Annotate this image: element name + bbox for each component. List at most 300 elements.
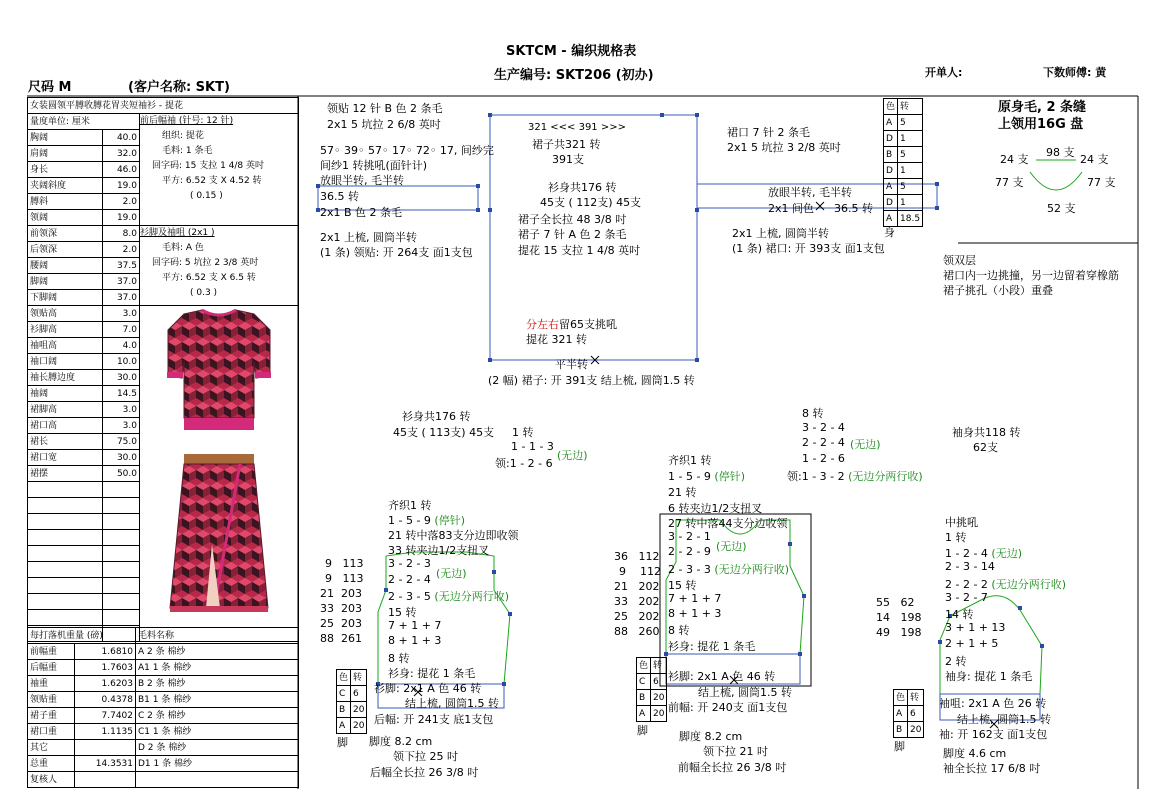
node [695, 113, 699, 117]
spec-label: 肩阔 [28, 146, 103, 162]
body-yarn-count: 52 支 [1047, 202, 1076, 215]
front-line: 8 转 [668, 624, 690, 637]
back-line [388, 588, 509, 604]
spec-value: 14.5 [102, 386, 139, 402]
front-line [787, 468, 923, 484]
front-gauge-line: ( 0.15 ) [190, 191, 223, 201]
sleeve-step: 2 - 2 - 2 [945, 578, 992, 591]
sleeve-line [945, 576, 1066, 592]
collar-line: 36.5 转 [320, 190, 359, 203]
skirt-line: 提花 321 转 [526, 333, 587, 346]
spec-value: 3.0 [102, 306, 139, 322]
back-foot: 脚 [337, 736, 348, 749]
front-step-green: (无边分两行收) [714, 563, 790, 576]
spec-value: 19.0 [102, 210, 139, 226]
node [938, 640, 942, 644]
back-line: 1 转 [512, 426, 534, 439]
skirt-line: 平半转 [555, 358, 588, 371]
back-line: 15 转 [388, 606, 417, 619]
back-line: 1 - 1 - 3 [511, 440, 554, 453]
back-line: 结上梳, 圆筒1.5 转 [405, 697, 499, 710]
front-line: 3 - 2 - 4 [802, 421, 845, 434]
sleeve-line: 2 - 3 - 14 [945, 560, 995, 573]
sleeve-step-green: (无边分两行收) [991, 578, 1067, 591]
skirt-line: 提花 15 支拉 1 4/8 英吋 [518, 244, 641, 257]
sleeve-step: 1 - 2 - 4 [945, 547, 992, 560]
color-head: 转 [651, 658, 667, 674]
node [476, 184, 480, 188]
collar-line: 2x1 B 色 2 条毛 [320, 206, 403, 219]
front-line: 7 + 1 + 7 [668, 592, 722, 605]
sleeve-line: 62支 [973, 441, 998, 454]
node [935, 182, 939, 186]
skirt-line: 裙子 7 针 A 色 2 条毛 [518, 228, 627, 241]
sleeve-line: 1 转 [945, 531, 967, 544]
hem-gauge-line: 平方: 6.52 支 X 6.5 转 [162, 273, 256, 283]
color-rows: 5 [898, 115, 923, 131]
color-rows: 5 [898, 179, 923, 195]
yarn-entry: A1 1 条 棉纱 [136, 660, 299, 676]
weight-value: 1.6810 [74, 644, 135, 660]
weight-label: 裙口重 [28, 724, 75, 740]
skirt-line: 321 <<< 391 >>> [528, 122, 626, 133]
front-line: 领下拉 21 吋 [703, 745, 768, 758]
spec-value: 10.0 [102, 354, 139, 370]
color-code: C [337, 686, 351, 702]
num-b: 198 [900, 626, 922, 639]
front-line: 2 - 2 - 4 [802, 436, 845, 449]
color-rows: 20 [651, 690, 667, 706]
spec-label: 身长 [28, 162, 103, 178]
collar-line: 放眼半转, 毛半转 [320, 174, 404, 187]
spec-label: 膊斜 [28, 194, 103, 210]
color-code: C [637, 674, 651, 690]
spec-label: 裙脚高 [28, 402, 103, 418]
spec-value: 37.0 [102, 274, 139, 290]
skirt-line: 45支 ( 112支) 45支 [540, 196, 642, 209]
spec-value: 40.0 [102, 130, 139, 146]
back-line: 21 转中落83支分边即收领 [388, 529, 519, 542]
num-a: 14 [876, 611, 890, 624]
skirt-mouth-line: 2x1 5 坑拉 3 2/8 英吋 [727, 141, 841, 154]
color-code: B [337, 702, 351, 718]
back-step-green: (无边分两行收) [434, 590, 510, 603]
spec-label: 裙口宽 [28, 450, 103, 466]
spec-label: 脚阔 [28, 274, 103, 290]
skirt-mouth-line: 2x1 间色 [768, 202, 815, 215]
skirt-mouth-line: 放眼半转, 毛半转 [768, 186, 852, 199]
back-line-green: (无边) [557, 449, 588, 462]
yarn-entry: B 2 条 棉纱 [136, 676, 299, 692]
hem-gauge-title: 衫脚及袖咀 (2x1 ) [140, 228, 215, 238]
yarn-entry: B1 1 条 棉纱 [136, 692, 299, 708]
back-num-row [325, 572, 364, 585]
yarn-title: 毛料名称 [136, 628, 299, 644]
spec-unit: 量度单位: 厘米 [28, 114, 140, 130]
spec-label: 裙口高 [28, 418, 103, 434]
back-line: 衫脚: 2x1 A 色 46 转 [374, 682, 482, 695]
body-yarn-line: 原身毛, 2 条缝 [998, 100, 1087, 115]
skirt-line: 裙子共321 转 [532, 138, 601, 151]
body-yarn-count: 77 支 [995, 176, 1024, 189]
spec-label: 裙摆 [28, 466, 103, 482]
sleeve-line [945, 545, 1022, 561]
skirt-mouth-line: (1 条) 裙口: 开 393支 面1支包 [732, 242, 885, 255]
sleeve-line: 2 + 1 + 5 [945, 637, 999, 650]
color-rows: 20 [351, 702, 367, 718]
num-a: 9 [325, 572, 332, 585]
spec-value: 3.0 [102, 402, 139, 418]
sleeve-foot: 脚 [894, 740, 905, 753]
front-gauge-line: 毛料: 1 条毛 [162, 146, 213, 156]
num-b: 198 [900, 611, 922, 624]
cross-mark [816, 202, 824, 210]
front-line: 8 转 [802, 407, 824, 420]
size-label: 尺码 M [28, 80, 72, 95]
sleeve-line: 脚度 4.6 cm [943, 747, 1007, 760]
back-line: 33 转夹边1/2支扭叉 [388, 544, 490, 557]
front-step: 2 - 3 - 3 [668, 563, 715, 576]
back-step-green: (停针) [434, 514, 466, 527]
node [802, 594, 806, 598]
spec-title: 女装圆领平膊收膊花胃夹短袖衫 - 提花 [28, 98, 299, 114]
color-head: 转 [908, 690, 924, 706]
spec-value: 46.0 [102, 162, 139, 178]
weight-label: 其它 [28, 740, 75, 756]
spec-value: 30.0 [102, 370, 139, 386]
front-line: 6 转夹边1/2支扭叉 [668, 502, 763, 515]
sleeve-color-table [893, 689, 924, 738]
spec-value: 32.0 [102, 146, 139, 162]
color-code: A [884, 115, 898, 131]
spec-value: 8.0 [102, 226, 139, 242]
back-line: 2 - 2 - 4 [388, 573, 431, 586]
front-line: 21 转 [668, 486, 697, 499]
weight-value: 14.3531 [74, 756, 135, 772]
spec-value: 7.0 [102, 322, 139, 338]
collar-line: (1 条) 领贴: 开 264支 面1支包 [320, 246, 473, 259]
front-step-green: (停针) [714, 470, 746, 483]
front-num-row [614, 625, 660, 638]
color-code: D [884, 163, 898, 179]
color-code: D [884, 131, 898, 147]
front-line: 2 - 2 - 9 [668, 545, 711, 558]
yarn-entry: D 2 条 棉纱 [136, 740, 299, 756]
weight-label: 裙子重 [28, 708, 75, 724]
collar-note: 领双层 [943, 254, 976, 267]
spec-value: 37.0 [102, 290, 139, 306]
sleeve-line: 中挑吼 [945, 516, 978, 529]
num-a: 33 [614, 595, 628, 608]
client-name: (客户名称: SKT) [128, 80, 230, 95]
front-line: 前幅: 开 240支 面1支包 [668, 701, 788, 714]
skirt-line: 391支 [552, 153, 584, 166]
sleeve-line: 袖咀: 2x1 A 色 26 转 [939, 697, 1047, 710]
body-yarn-line: 上领用16G 盘 [998, 117, 1084, 132]
collar-line: 2x1 上梳, 圆筒半转 [320, 231, 417, 244]
color-rows: 6 [351, 686, 367, 702]
yarn-entry: A 2 条 棉纱 [136, 644, 299, 660]
weight-value: 1.1135 [74, 724, 135, 740]
skirt-mouth-line: 36.5 转 [834, 202, 873, 215]
back-line: 后幅: 开 241支 底1支包 [374, 713, 494, 726]
num-a: 9 [619, 565, 626, 578]
num-a: 36 [614, 550, 628, 563]
node [660, 113, 664, 117]
body-yarn-arc [1030, 172, 1082, 190]
color-rows: 6 [908, 706, 924, 722]
front-line: 1 - 2 - 6 [802, 452, 845, 465]
back-line: 衫身共176 转 [402, 410, 471, 423]
front-foot: 脚 [637, 724, 648, 737]
num-b: 203 [341, 587, 362, 600]
back-line: 衫身: 提花 1 条毛 [388, 667, 476, 680]
spec-label: 下脚阔 [28, 290, 103, 306]
weight-label: 后幅重 [28, 660, 75, 676]
node [502, 682, 506, 686]
back-line: 45支 ( 113支) 45支 [393, 426, 495, 439]
back-line: 8 转 [388, 652, 410, 665]
spec-value: 2.0 [102, 242, 139, 258]
hem-gauge-line: ( 0.3 ) [190, 288, 218, 298]
spec-label: 胸阔 [28, 130, 103, 146]
front-step: 领:1 - 3 - 2 [787, 470, 849, 483]
body-yarn-count: 77 支 [1087, 176, 1116, 189]
spec-value: 19.0 [102, 178, 139, 194]
spec-label: 夹阔斜度 [28, 178, 103, 194]
skirt-mouth-line: 裙口 7 针 2 条毛 [727, 126, 810, 139]
color-code: A [637, 706, 651, 722]
sleeve-line: 袖: 开 162支 面1支包 [939, 728, 1048, 741]
num-a: 25 [320, 617, 334, 630]
color-head: 色 [884, 99, 898, 115]
spec-label: 袖口阔 [28, 354, 103, 370]
back-line: 领:1 - 2 - 6 [495, 457, 553, 470]
sleeve-line: 袖全长拉 17 6/8 吋 [943, 762, 1041, 775]
color-code: A [337, 718, 351, 734]
opener-label: 开单人: [925, 66, 963, 79]
back-line: 8 + 1 + 3 [388, 634, 442, 647]
sleeve-line: 14 转 [945, 608, 974, 621]
color-head: 色 [637, 658, 651, 674]
num-a: 55 [876, 596, 890, 609]
node [488, 113, 492, 117]
skirt-line [526, 316, 617, 332]
color-head: 转 [898, 99, 923, 115]
front-step: 1 - 5 - 9 [668, 470, 715, 483]
num-a: 88 [320, 632, 334, 645]
color-head: 色 [337, 670, 351, 686]
front-num-row [614, 580, 660, 593]
node [695, 208, 699, 212]
yarn-entry: C 2 条 棉纱 [136, 708, 299, 724]
front-line [668, 468, 745, 484]
back-color-table [336, 669, 367, 734]
num-b: 202 [638, 595, 660, 608]
back-line: 7 + 1 + 7 [388, 619, 442, 632]
front-line-green: (无边) [850, 438, 881, 451]
weight-value: 0.4378 [74, 692, 135, 708]
spec-label: 袖长膊边度 [28, 370, 103, 386]
color-code: B [637, 690, 651, 706]
collar-line: 2x1 5 坑拉 2 6/8 英吋 [327, 118, 441, 131]
color-code: B [884, 147, 898, 163]
back-line-green: (无边) [436, 567, 467, 580]
spec-label: 裙长 [28, 434, 103, 450]
spec-label: 后领深 [28, 242, 103, 258]
num-b: 113 [342, 572, 364, 585]
num-b: 202 [638, 580, 660, 593]
front-line: 齐织1 转 [668, 454, 712, 467]
master-label: 下数师傅: 黄 [1043, 66, 1107, 79]
front-line: 3 - 2 - 1 [668, 530, 711, 543]
weight-label: 总重 [28, 756, 75, 772]
color-code: A [894, 706, 908, 722]
front-num-row [619, 565, 661, 578]
front-line-green: (无边) [716, 540, 747, 553]
collar-note: 裙口内一边挑撞，另一边留着穿橡筋 [943, 269, 1119, 282]
node [788, 542, 792, 546]
front-line: 衫脚: 2x1 A 色 46 转 [668, 670, 776, 683]
num-a: 49 [876, 626, 890, 639]
color-code: B [894, 722, 908, 738]
front-num-row [614, 595, 660, 608]
collar-line: 领贴 12 针 B 色 2 条毛 [327, 102, 443, 115]
sleeve-num-row [876, 626, 922, 639]
color-rows: 5 [898, 147, 923, 163]
num-b: 113 [342, 557, 364, 570]
front-line: 27 转中落44支分边收领 [668, 517, 788, 530]
front-gauge-line: 回字码: 15 支拉 1 4/8 英吋 [152, 161, 264, 171]
color-rows: 1 [898, 195, 923, 211]
skirt-line: 裙子全长拉 48 3/8 吋 [518, 213, 627, 226]
spec-label: 衫脚高 [28, 322, 103, 338]
color-head: 色 [894, 690, 908, 706]
front-line: 衫身: 提花 1 条毛 [668, 640, 756, 653]
hem-gauge-line: 回字码: 5 坑拉 2 3/8 英吋 [152, 258, 259, 268]
spec-value: 37.5 [102, 258, 139, 274]
color-rows: 6 [651, 674, 667, 690]
front-num-row [614, 550, 660, 563]
weight-label: 领贴重 [28, 692, 75, 708]
weight-label: 复核人 [28, 772, 75, 788]
weight-label: 前幅重 [28, 644, 75, 660]
num-b: 112 [640, 565, 661, 578]
spec-label: 袖阔 [28, 386, 103, 402]
sleeve-line: 3 + 1 + 13 [945, 621, 1006, 634]
spec-value: 4.0 [102, 338, 139, 354]
spec-label: 领阔 [28, 210, 103, 226]
back-step: 2 - 3 - 5 [388, 590, 435, 603]
front-gauge-line: 组织: 提花 [162, 131, 204, 141]
spec-label: 腰阔 [28, 258, 103, 274]
num-b: 260 [638, 625, 660, 638]
spec-label: 袖咀高 [28, 338, 103, 354]
production-number: 生产编号: SKT206 (初办) [494, 68, 654, 83]
collar-line: 间纱1 转挑吼(面针计) [320, 159, 428, 172]
back-num-row [320, 587, 362, 600]
num-a: 9 [325, 557, 332, 570]
weight-value: 1.6203 [74, 676, 135, 692]
color-rows: 1 [898, 131, 923, 147]
node [508, 612, 512, 616]
skirt-split-rest: 留65支挑吼 [559, 318, 617, 331]
front-step-green: (无边分两行收) [848, 470, 923, 483]
yarn-entry: D1 1 条 棉纱 [136, 756, 299, 772]
back-line: 齐织1 转 [388, 499, 432, 512]
num-b: 202 [638, 610, 660, 623]
node [488, 208, 492, 212]
spec-label: 前领深 [28, 226, 103, 242]
node [1040, 644, 1044, 648]
body-yarn-count: 98 支 [1046, 146, 1075, 159]
page-title: SKTCM - 编织规格表 [506, 44, 637, 59]
num-b: 261 [341, 632, 362, 645]
num-b: 203 [341, 617, 362, 630]
spec-value: 30.0 [102, 450, 139, 466]
collar-line: 57◦ 39◦ 57◦ 17◦ 72◦ 17, 间纱完 [320, 144, 494, 157]
sleeve-step-green: (无边) [991, 547, 1023, 560]
node [935, 206, 939, 210]
skirt-split-red: 分左右 [526, 318, 559, 331]
front-line: 结上梳, 圆筒1.5 转 [698, 686, 792, 699]
spec-label: 领贴高 [28, 306, 103, 322]
spec-value: 2.0 [102, 194, 139, 210]
color-rows: 20 [351, 718, 367, 734]
sleeve-line: 袖身共118 转 [952, 426, 1021, 439]
node [798, 652, 802, 656]
front-gauge-title: 前后幅袖 (针号: 12 针) [140, 116, 234, 126]
collar-note: 裙子挑孔（小段）重叠 [943, 284, 1053, 297]
color-rows: 20 [651, 706, 667, 722]
skirt-line: (2 幅) 裙子: 开 391支 结上梳, 圆筒1.5 转 [488, 374, 695, 387]
back-line: 3 - 2 - 3 [388, 557, 431, 570]
num-a: 25 [614, 610, 628, 623]
front-line: 脚度 8.2 cm [679, 730, 743, 743]
skirt-mouth-line: 2x1 上梳, 圆筒半转 [732, 227, 829, 240]
body-yarn-count: 24 支 [1080, 153, 1109, 166]
sleeve-num-row [876, 611, 922, 624]
num-b: 203 [341, 602, 362, 615]
front-line: 8 + 1 + 3 [668, 607, 722, 620]
sleeve-line: 2 转 [945, 655, 967, 668]
skirt-mouth-line: 身 [884, 226, 895, 239]
num-b: 112 [638, 550, 660, 563]
back-step: 1 - 5 - 9 [388, 514, 435, 527]
color-table [883, 98, 923, 227]
node [492, 570, 496, 574]
color-rows: 18.5 [898, 211, 923, 227]
weight-value: 1.7603 [74, 660, 135, 676]
num-a: 33 [320, 602, 334, 615]
num-a: 21 [614, 580, 628, 593]
skirt-line: 衫身共176 转 [548, 181, 617, 194]
color-code: D [884, 195, 898, 211]
front-line [668, 561, 789, 577]
color-code: A [884, 211, 898, 227]
hem-gauge-line: 毛料: A 色 [162, 243, 204, 253]
back-line: 脚度 8.2 cm [369, 735, 433, 748]
yarn-entry: C1 1 条 棉纱 [136, 724, 299, 740]
sleeve-line: 结上梳, 圆筒1.5 转 [957, 713, 1051, 726]
sleeve-num-row [876, 596, 915, 609]
back-line: 领下拉 25 吋 [393, 750, 458, 763]
node [476, 208, 480, 212]
back-line: 后幅全长拉 26 3/8 吋 [370, 766, 479, 779]
node [488, 358, 492, 362]
num-a: 88 [614, 625, 628, 638]
sleeve-line: 3 - 2 - 7 [945, 591, 988, 604]
